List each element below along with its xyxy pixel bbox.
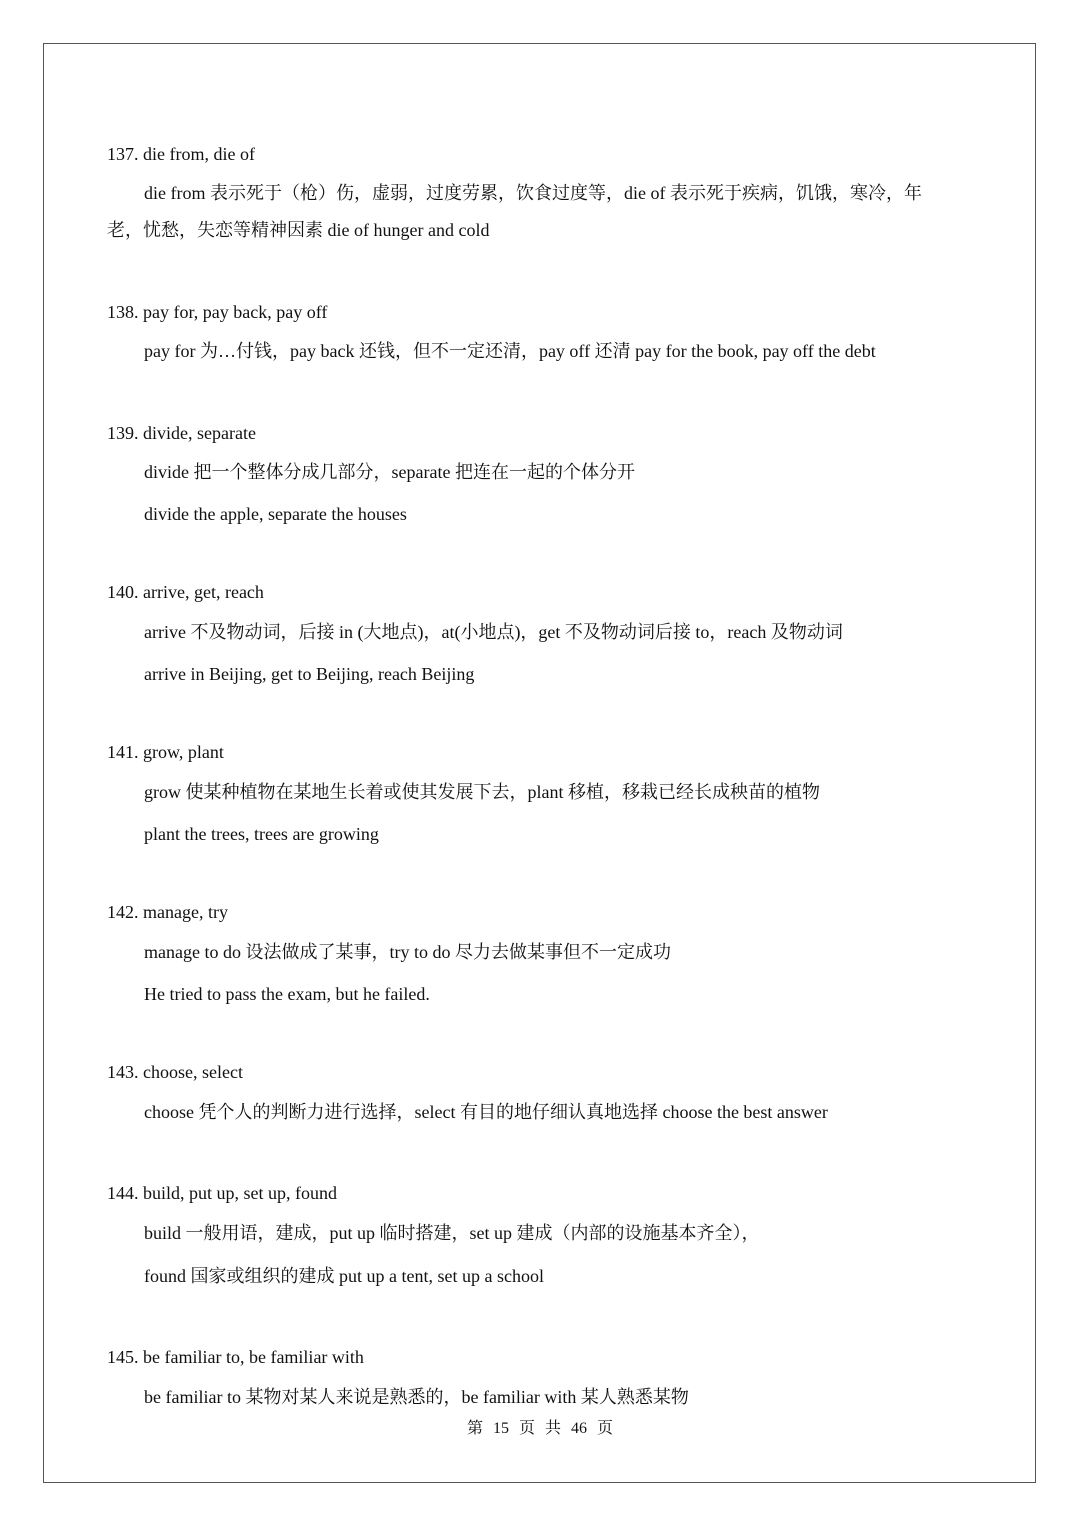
entry-title-142: 142. manage, try <box>107 902 228 922</box>
entry-explanation-137: die from 表示死于（枪）伤，虚弱，过度劳累，饮食过度等，die of 表示死于疾病，饥饿，寒冷，年 <box>144 183 922 203</box>
entry-example-140: arrive in Beijing, get to Beijing, reach Beijing <box>144 664 475 684</box>
entry-explanation-138: pay for 为…付钱，pay back 还钱，但不一定还清，pay off 还清 pay for the book, pay off the debt <box>144 341 876 361</box>
entry-title-145: 145. be familiar to, be familiar with <box>107 1347 364 1367</box>
entry-example-142: He tried to pass the exam, but he failed. <box>144 984 430 1004</box>
entry-explanation-140: arrive 不及物动词，后接 in (大地点)，at(小地点)，get 不及物动词后接 to，reach 及物动词 <box>144 622 843 642</box>
entry-example-144: found 国家或组织的建成 put up a tent, set up a school <box>144 1266 544 1286</box>
entry-explanation-145: be familiar to 某物对某人来说是熟悉的，be familiar with 某人熟悉某物 <box>144 1387 689 1407</box>
entry-title-137: 137. die from, die of <box>107 144 255 164</box>
entry-title-143: 143. choose, select <box>107 1062 243 1082</box>
entry-explanation-141: grow 使某种植物在某地生长着或使其发展下去，plant 移植，移栽已经长成秧苗的植物 <box>144 782 820 802</box>
entry-title-139: 139. divide, separate <box>107 423 256 443</box>
entry-title-144: 144. build, put up, set up, found <box>107 1183 337 1203</box>
entry-title-141: 141. grow, plant <box>107 742 224 762</box>
entry-example-139: divide the apple, separate the houses <box>144 504 407 524</box>
entry-example-141: plant the trees, trees are growing <box>144 824 379 844</box>
entry-explanation-137-cont: 老，忧愁，失恋等精神因素 die of hunger and cold <box>107 220 490 240</box>
entry-explanation-143: choose 凭个人的判断力进行选择，select 有目的地仔细认真地选择 choose the best answer <box>144 1102 828 1122</box>
entry-explanation-144: build 一般用语，建成，put up 临时搭建，set up 建成（内部的设施基本齐全）， <box>144 1223 760 1243</box>
entry-title-138: 138. pay for, pay back, pay off <box>107 302 328 322</box>
page-number-footer: 第 15 页 共 46 页 <box>466 1420 613 1437</box>
entry-explanation-139: divide 把一个整体分成几部分，separate 把连在一起的个体分开 <box>144 462 635 482</box>
entry-explanation-142: manage to do 设法做成了某事，try to do 尽力去做某事但不一定成功 <box>144 942 671 962</box>
entry-title-140: 140. arrive, get, reach <box>107 582 264 602</box>
